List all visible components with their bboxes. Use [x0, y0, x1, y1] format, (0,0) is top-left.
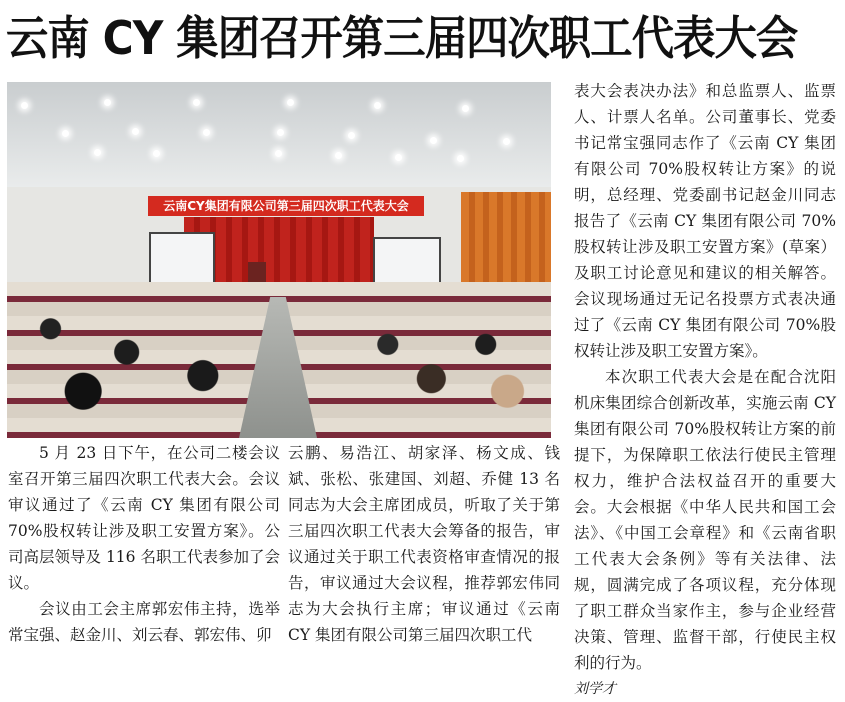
headline: 云南 CY 集团召开第三届四次职工代表大会	[6, 11, 798, 65]
paragraph: 会议由工会主席郭宏伟主持，选举常宝强、赵金川、刘云春、郭宏伟、卯	[8, 600, 280, 644]
paragraph: 本次职工代表大会是在配合沈阳机床集团综合创新改革，实施云南 CY 集团有限公司 70%股权转让方案的前提下，为保障职工依法行使民主管理权力，维护合法权益召开的重要大会。大会根据《中华人民共和国工会法》、《中国工会章程》和《云南省职工代表大会条例》等有关法律、法规，圆满完成了各项议程，充分体现了职工群众当家作主，参与企业经营决策、管理、监督干部，行使民主权利的行为。	[574, 368, 836, 672]
ceiling	[7, 82, 551, 202]
stage-banner: 云南CY集团有限公司第三届四次职工代表大会	[148, 196, 424, 216]
paragraph: 表大会表决办法》和总监票人、监票人、计票人名单。公司董事长、党委书记常宝强同志作了《云南 CY 集团有限公司 70%股权转让方案》的说明，总经理、党委副书记赵金川同志报告了《云南 CY 集团有限公司 70%股权转让涉及职工安置方案》(草案）及职工讨论意见和建议的相关解答。会议现场通过无记名投票方式表决通过了《云南 CY 集团有限公司 70%股权转让涉及职工安置方案》。	[574, 82, 836, 360]
paragraph: 云鹏、易浩江、胡家泽、杨文成、钱斌、张松、张建国、刘超、乔健 13 名同志为大会主席团成员，听取了关于第三届四次职工代表大会筹备的报告，审议通过关于职工代表资格审查情况的报告，审议通过大会议程，推荐郭宏伟同志为大会执行主席；审议通过《云南 CY 集团有限公司第三届四次职工代	[288, 444, 560, 644]
projection-screen-right	[373, 237, 441, 285]
article-column-1	[8, 440, 280, 648]
author-byline: 刘学才	[574, 681, 616, 697]
paragraph: 5 月 23 日下午，在公司二楼会议室召开第三届四次职工代表大会。会议审议通过了《云南 CY 集团有限公司 70%股权转让涉及职工安置方案》。公司高层领导及 116 名职工代表参加了会议。	[8, 444, 280, 592]
article-column-3	[574, 78, 836, 702]
meeting-photo	[7, 82, 551, 438]
projection-screen-left	[149, 232, 215, 284]
article-column-2	[288, 440, 560, 648]
